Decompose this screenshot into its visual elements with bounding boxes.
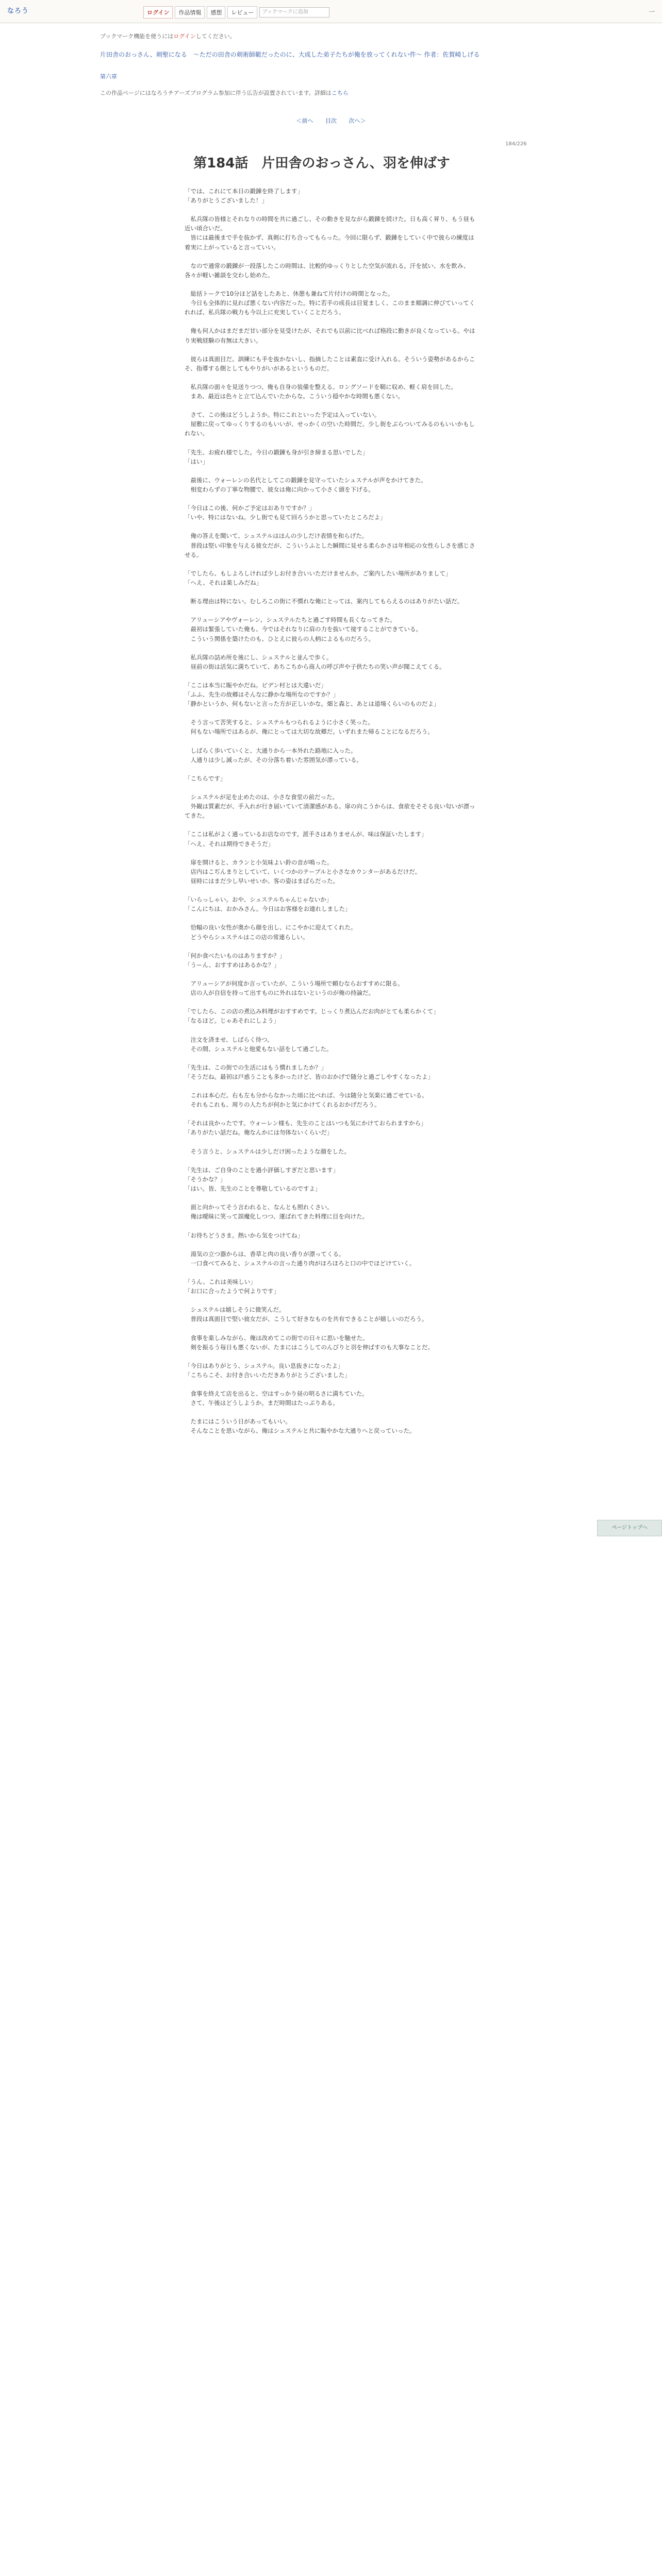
body-paragraph	[185, 643, 476, 653]
body-paragraph: そう言うと、シュステルは少しだけ困ったような顔をした。	[185, 1147, 350, 1155]
body-paragraph: 「へえ、それは楽しみだね」	[185, 579, 262, 586]
body-paragraph	[185, 1054, 476, 1063]
body-paragraph	[185, 345, 476, 354]
body-paragraph: 普段は堅い印象を与える彼女だが、こういうふとした瞬間に見せる柔らかさは年相応の女性らしさを感じさせる。	[185, 541, 475, 558]
body-paragraph	[185, 205, 476, 214]
body-paragraph: 食事を楽しみながら、俺は改めてこの街での日々に思いを馳せた。	[185, 1334, 369, 1342]
body-paragraph	[185, 1268, 476, 1277]
body-paragraph: 面と向かってそう言われると、なんとも照れくさい。	[185, 1204, 333, 1211]
body-paragraph: 何もない場所ではあるが、俺にとっては大切な故郷だ。いずれまた帰ることになるだろう。	[185, 728, 434, 736]
body-paragraph: 私兵隊の皆様とそれなりの時間を共に過ごし、その動きを見ながら鍛錬を続けた。日も高く昇り、もう昼も近い頃合いだ。	[185, 215, 475, 232]
body-paragraph: 「なるほど。じゃあそれにしよう」	[185, 1017, 279, 1025]
body-paragraph	[185, 1221, 476, 1230]
body-paragraph	[185, 671, 476, 681]
novel-body	[185, 187, 476, 1436]
body-paragraph: 剣を振るう毎日も悪くないが、たまにはこうしてのんびりと羽を伸ばすのも大事なことだ。	[185, 1343, 434, 1351]
top-nav	[143, 6, 329, 19]
body-paragraph	[185, 1408, 476, 1417]
body-paragraph	[185, 942, 476, 951]
body-paragraph: 「今日はありがとう、シュステル。良い息抜きになったよ」	[185, 1362, 344, 1369]
ad-notice-link[interactable]: こちら	[331, 90, 349, 96]
body-paragraph: さて、この後はどうしようか。特にこれといった予定は入っていない。	[185, 411, 380, 419]
body-paragraph	[185, 587, 476, 597]
body-paragraph: 「へえ、それは期待できそうだ」	[185, 840, 274, 848]
body-paragraph: これは本心だ。右も左も分からなかった頃に比べれば、今は随分と気楽に過ごせている。	[185, 1092, 428, 1099]
body-paragraph: 俺の答えを聞いて、シュステルはほんの少しだけ表情を和らげた。	[185, 532, 368, 540]
body-paragraph	[185, 401, 476, 410]
body-paragraph: 「いらっしゃい。おや、シュステルちゃんじゃないか」	[185, 896, 333, 904]
body-paragraph: 「でしたら、この店の煮込み料理がおすすめです。じっくり煮込んだお肉がとても柔らかくて」	[185, 1008, 439, 1015]
body-paragraph: 普段は真面目で堅い彼女だが、こうして好きなものを共有できることが嬉しいのだろう。	[185, 1315, 428, 1323]
notice-login-link[interactable]: ログイン	[173, 33, 196, 40]
body-paragraph: 今日も全体的に見れば悪くない内容だった。特に若手の成長は目覚ましく、このまま順調に伸びていってくれれば、私兵隊の戦力も今以上に充実していくことだろう。	[185, 299, 475, 316]
body-paragraph: 「先生は、この街での生活にはもう慣れましたか？」	[185, 1063, 327, 1071]
body-paragraph: 昼時にはまだ少し早いせいか、客の姿はまばらだった。	[185, 877, 339, 885]
body-paragraph: 人通りは少し減ったが、その分落ち着いた雰囲気が漂っている。	[185, 756, 362, 764]
body-paragraph	[185, 820, 476, 829]
body-paragraph: アリューシアが何度か言っていたが、こういう場所で頼むならおすすめに限る。	[185, 979, 404, 987]
body-paragraph	[185, 252, 476, 261]
body-paragraph: 恰幅の良い女性が奥から顔を出し、にこやかに迎えてくれた。	[185, 924, 357, 931]
notice-suffix: してください。	[195, 33, 236, 40]
body-paragraph: 「ふふ、先生の故郷はそんなに静かな場所なのですか？」	[185, 691, 339, 699]
body-paragraph	[185, 783, 476, 792]
next-link[interactable]: 次へ＞	[349, 117, 366, 124]
page-top-button[interactable]: ページトップへ	[597, 1520, 662, 1536]
body-paragraph	[185, 997, 476, 1007]
menu-icon[interactable]: 一	[648, 8, 655, 15]
nav-item-reviews[interactable]: 感想	[207, 6, 225, 19]
body-paragraph: 「今日はこの後、何かご予定はおありですか？」	[185, 504, 315, 512]
chapter-title: 第184話 片田舎のおっさん、羽を伸ばす	[193, 156, 450, 171]
body-paragraph: 「ここは本当に賑やかだね。ビデン村とは大違いだ」	[185, 681, 327, 689]
body-paragraph: 私兵隊の面々を見送りつつ、俺も自身の装備を整える。ロングソードを鞘に収め、軽く肩を回した。	[185, 383, 457, 391]
body-paragraph	[185, 1081, 476, 1091]
body-paragraph	[185, 765, 476, 774]
body-paragraph	[185, 1296, 476, 1305]
notice-prefix: ブックマーク機能を使うには	[100, 33, 174, 40]
body-paragraph: 「ここは私がよく通っているお店なのです。派手さはありませんが、味は保証いたします」	[185, 831, 427, 838]
body-paragraph	[185, 1193, 476, 1202]
body-paragraph: そう言って苦笑すると、シュステルもつられるように小さく笑った。	[185, 719, 374, 726]
body-paragraph: 「はい。皆、先生のことを尊敬しているのですよ」	[185, 1185, 321, 1193]
body-paragraph: 食事を終えて店を出ると、空はすっかり昼の明るさに満ちていた。	[185, 1390, 368, 1398]
body-paragraph: 「それは良かったです。ウォーレン様も、先生のことはいつも気にかけておられますから」	[185, 1120, 427, 1127]
prev-link[interactable]: ＜前へ	[296, 117, 313, 124]
body-paragraph	[185, 1240, 476, 1249]
body-paragraph: アリューシアやヴォーレン、シュステルたちと過ごす時間も長くなってきた。	[185, 616, 396, 624]
body-paragraph: 外観は質素だが、手入れが行き届いていて清潔感がある。扉の向こうからは、食欲をそそる良い匂いが漂ってきた。	[185, 803, 475, 820]
body-paragraph: しばらく歩いていくと、大通りから一本外れた路地に入った。	[185, 747, 357, 754]
body-paragraph: 「お口に合ったようで何よりです」	[185, 1287, 279, 1295]
body-paragraph: それもこれも、周りの人たちが何かと気にかけてくれるおかげだろう。	[185, 1101, 380, 1109]
body-paragraph: 一口食べてみると、シュステルの言った通り肉がほろほろと口の中でほどけていく。	[185, 1259, 416, 1267]
body-paragraph: 最後に、ウォーレンの名代としてこの鍛錬を見守っていたシュステルが声をかけてきた。	[185, 476, 427, 484]
body-paragraph: 屋敷に戻ってゆっくりするのもいいが、せっかくの空いた時間だ。少し街をぶらついてみるのもいいかもしれない。	[185, 420, 475, 437]
body-paragraph: 「いや、特にはないね。少し街でも見て回ろうかと思っていたところだよ」	[185, 514, 386, 521]
nav-item-recommend[interactable]: レビュー	[227, 6, 257, 19]
body-paragraph	[185, 317, 476, 326]
body-paragraph: 店内はこぢんまりとしていて、いくつかのテーブルと小さなカウンターがあるだけだ。	[185, 868, 421, 875]
body-paragraph: その間、シュステルと他愛もない話をして過ごした。	[185, 1045, 333, 1053]
body-paragraph: シュステルが足を止めたのは、小さな食堂の前だった。	[185, 793, 338, 801]
body-paragraph: シュステルは嬉しそうに微笑んだ。	[185, 1306, 285, 1314]
body-paragraph: そんなことを思いながら、俺はシュステルと共に賑やかな大通りへと戻っていった。	[185, 1427, 416, 1435]
body-paragraph: 「そうだね。最初は戸惑うことも多かったけど、皆のおかげで随分と過ごしやすくなったよ」	[185, 1073, 434, 1080]
nav-item-info[interactable]: 作品情報	[175, 6, 205, 19]
ad-notice-text: この作品ページにはなろうチアーズプログラム参加に伴う広告が設置されています。詳細は	[100, 90, 332, 96]
body-paragraph	[185, 849, 476, 858]
body-paragraph	[185, 1156, 476, 1165]
body-paragraph	[185, 1109, 476, 1118]
body-paragraph	[185, 373, 476, 382]
body-paragraph: 俺は曖昧に笑って誤魔化しつつ、運ばれてきた料理に目を向けた。	[185, 1213, 369, 1221]
body-paragraph: 「はい」	[185, 457, 208, 465]
toc-link[interactable]: 目次	[325, 117, 337, 124]
body-paragraph	[185, 1380, 476, 1389]
body-paragraph: なので通常の鍛錬が一段落したこの時間は、比較的ゆっくりとした空気が流れる。汗を拭い、水を飲み、各々が軽い雑談を交わし始めた。	[185, 262, 470, 279]
body-paragraph: さて、午後はどうしようか。まだ時間はたっぷりある。	[185, 1399, 339, 1407]
body-paragraph: 「うーん、おすすめはあるかな？」	[185, 961, 280, 969]
top-bar	[0, 0, 662, 23]
body-paragraph	[185, 886, 476, 895]
body-paragraph: 「お待ちどうさま。熱いから気をつけてね」	[185, 1231, 303, 1239]
body-paragraph: 最初は緊張していた俺も、今ではそれなりに肩の力を抜いて接することができている。	[185, 625, 422, 633]
body-paragraph	[185, 522, 476, 531]
body-paragraph	[185, 606, 476, 615]
body-paragraph: 「静かというか、何もないと言った方が正しいかな。畑と森と、あとは道場くらいのものだよ」	[185, 700, 440, 708]
login-button[interactable]: ログイン	[143, 6, 173, 19]
body-paragraph: 湯気の立つ器からは、香草と肉の良い香りが漂ってくる。	[185, 1250, 345, 1258]
body-paragraph: 総括トークで10分ほど話をしたあと、休憩も兼ねて片付けの時間となった。	[185, 290, 394, 298]
chapter-section-label: 第六章	[100, 73, 117, 80]
ad-notice	[100, 89, 349, 97]
body-paragraph: 「こちらです」	[185, 774, 226, 782]
site-logo[interactable]: なろう	[7, 7, 29, 15]
body-paragraph: 扉を開けると、カランと小気味よい鈴の音が鳴った。	[185, 858, 333, 866]
body-paragraph: 私兵隊の詰め所を後にし、シュステルと並んで歩く。	[185, 653, 333, 661]
bookmark-notice	[100, 32, 543, 41]
body-paragraph: こういう関係を築けたのも、ひとえに彼らの人柄によるものだろう。	[185, 635, 374, 642]
bookmark-add-button[interactable]: ブックマークに追加	[259, 7, 329, 18]
body-paragraph: 「でしたら、もしよろしければ少しお付き合いいただけませんか。ご案内したい場所がありまして」	[185, 569, 452, 577]
body-paragraph: 店の人が自信を持って出すものに外れはないというのが俺の持論だ。	[185, 989, 374, 997]
body-paragraph: 俺も何人かはまだまだ甘い部分を見受けたが、それでも以前に比べれば格段に動きが良くなっている。やはり実戦経験の有無は大きい。	[185, 327, 475, 344]
body-paragraph: 「ありがとうございました！」	[185, 197, 268, 205]
body-paragraph: 皆には最後まで手を抜かず、真剣に打ち合ってもらった。今回に限らず、鍛錬をしていく中で彼らの練度は着実に上がっていると言っていい。	[185, 234, 474, 251]
pager-top	[0, 116, 662, 125]
body-paragraph: 「そうかな？」	[185, 1175, 226, 1183]
body-paragraph: まあ、最近は色々と立て込んでいたからな。こういう穏やかな時間も悪くない。	[185, 393, 404, 400]
body-paragraph	[185, 466, 476, 476]
body-paragraph: 「では、これにて本日の鍛錬を終了します」	[185, 188, 303, 195]
body-paragraph	[185, 494, 476, 503]
body-paragraph: 「先生は、ご自身のことを過小評価しすぎだと思います」	[185, 1166, 339, 1174]
body-paragraph	[185, 280, 476, 289]
body-paragraph: 「先生、お疲れ様でした。今日の鍛錬も身が引き締まる思いでした」	[185, 448, 369, 456]
page-number: 184/226	[505, 141, 527, 147]
body-paragraph	[185, 560, 476, 569]
body-paragraph: 「何か食べたいものはありますか？」	[185, 952, 286, 959]
body-paragraph: 「ありがたい話だね。俺なんかには勿体ないくらいだ」	[185, 1129, 333, 1137]
body-paragraph	[185, 1352, 476, 1361]
body-paragraph	[185, 708, 476, 718]
body-paragraph: たまにはこういう日があってもいい。	[185, 1418, 291, 1426]
series-title-link[interactable]: 片田舎のおっさん、剣聖になる ～ただの田舎の剣術師範だったのに、大成した弟子たちが俺を放ってくれない件～ 作者：佐賀崎しげる	[100, 51, 480, 58]
body-paragraph: 相変わらずの丁寧な物腰で、彼女は俺に向かって小さく頭を下げる。	[185, 486, 374, 493]
body-paragraph: 「こんにちは、おかみさん。今日はお客様をお連れしました」	[185, 905, 351, 913]
body-paragraph: どうやらシュステルはこの店の常連らしい。	[185, 933, 309, 941]
body-paragraph	[185, 913, 476, 923]
body-paragraph: 注文を済ませ、しばらく待つ。	[185, 1036, 273, 1043]
body-paragraph: 彼らは真面目だ。訓練にも手を抜かないし、指摘したことは素直に受け入れる。そういう姿勢があるからこそ、指導する側としてもやりがいがあるというものだ。	[185, 355, 475, 372]
body-paragraph	[185, 1138, 476, 1147]
body-paragraph	[185, 438, 476, 448]
body-paragraph	[185, 1324, 476, 1333]
body-paragraph: 昼前の街は活気に満ちていて、あちこちから商人の呼び声や子供たちの笑い声が聞こえてくる。	[185, 663, 445, 670]
body-paragraph	[185, 737, 476, 746]
body-paragraph: 「うん、これは美味しい」	[185, 1278, 256, 1285]
body-paragraph: 断る理由は特にない。むしろこの街に不慣れな俺にとっては、案内してもらえるのはありがたい話だ。	[185, 598, 464, 605]
body-paragraph	[185, 1025, 476, 1035]
body-paragraph	[185, 970, 476, 979]
body-paragraph: 「こちらこそ、お付き合いいただきありがとうございました」	[185, 1371, 351, 1379]
